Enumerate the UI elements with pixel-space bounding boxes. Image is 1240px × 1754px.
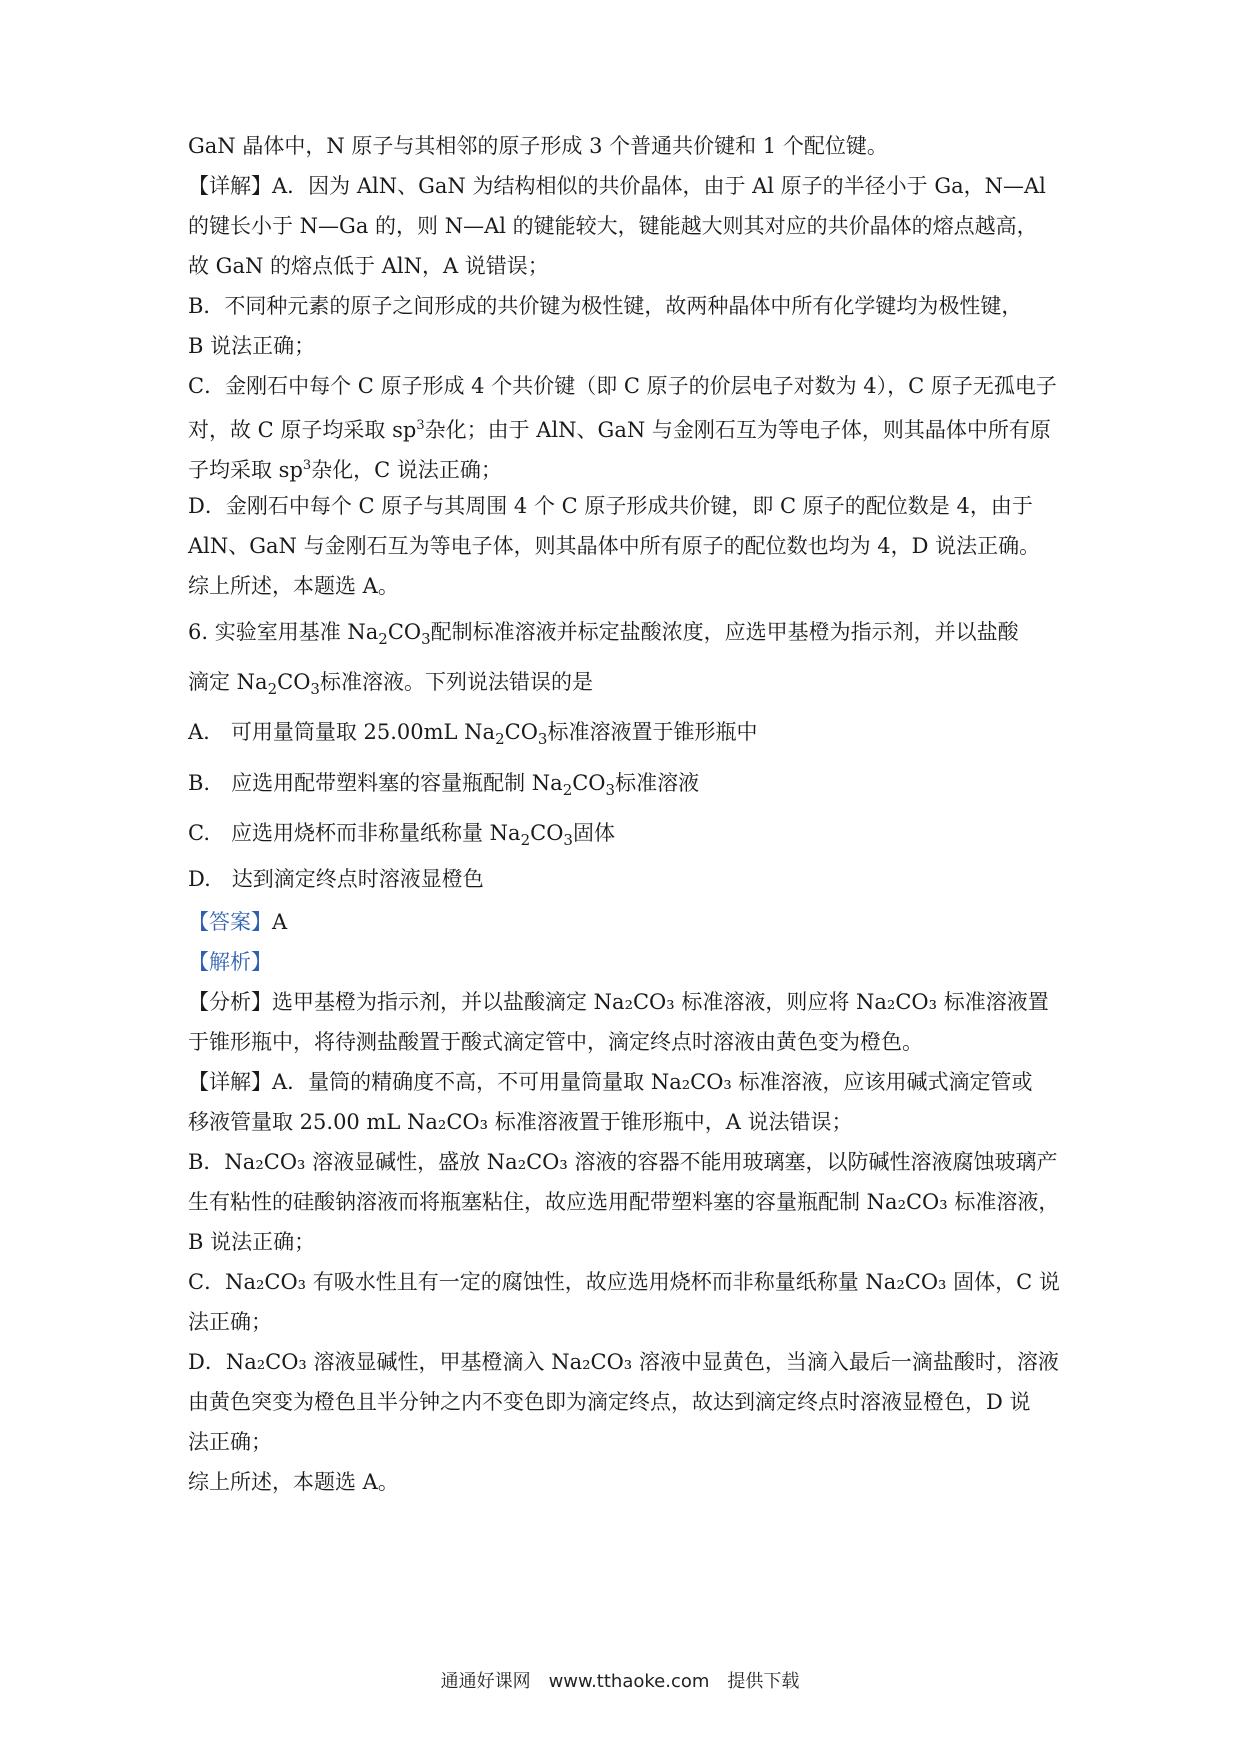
- text-line: B．不同种元素的原子之间形成的共价键为极性键，故两种晶体中所有化学键均为极性键，: [188, 294, 1023, 318]
- analysis-tag: 【解析】: [188, 950, 272, 974]
- text-line: 【详解】A．量筒的精确度不高，不可用量筒量取 Na₂CO₃ 标准溶液，应该用碱式滴定管或: [188, 1070, 1033, 1094]
- text-line: B 说法正确；: [188, 1230, 316, 1254]
- text-line: 【详解】A．因为 AlN、GaN 为结构相似的共价晶体，由于 Al 原子的半径小于 Ga，N—Al: [188, 174, 1046, 198]
- text-line: D．Na₂CO₃ 溶液显碱性，甲基橙滴入 Na₂CO₃ 溶液中显黄色，当滴入最后一滴盐酸时，溶液: [188, 1350, 1059, 1374]
- question-stem: 6. 实验室用基准 $Na_2CO_3$配制标准溶液并标定盐酸浓度，应选甲基橙为指示剂，并以盐酸: [188, 620, 1019, 648]
- text-line: 综上所述，本题选 A。: [188, 574, 399, 598]
- text-line: 对，故 C 原子均采取 $sp^3$杂化；由于 AlN、GaN 与金刚石互为等电子体，则其晶体中所有原: [188, 418, 1051, 442]
- text-line: 由黄色突变为橙色且半分钟之内不变色即为滴定终点，故达到滴定终点时溶液显橙色，D 说: [188, 1390, 1031, 1414]
- text-line: 法正确；: [188, 1430, 272, 1454]
- option-a: A. 可用量筒量取 25.00mL $Na_2CO_3$标准溶液置于锥形瓶中: [188, 720, 758, 748]
- answer-line: [188, 907, 1060, 937]
- text-line: 故 GaN 的熔点低于 AlN，A 说错误；: [188, 254, 549, 278]
- text-line: 综上所述，本题选 A。: [188, 1470, 399, 1494]
- text-line: C．Na₂CO₃ 有吸水性且有一定的腐蚀性，故应选用烧杯而非称量纸称量 Na₂CO₃ 固体，C 说: [188, 1270, 1060, 1294]
- answer-value: A: [272, 910, 288, 934]
- option-d: D. 达到滴定终点时溶液显橙色: [188, 867, 484, 891]
- text-line: B 说法正确；: [188, 334, 316, 358]
- text-line: 子均采取 $sp^3$杂化，C 说法正确；: [188, 458, 502, 482]
- text-line: AlN、GaN 与金刚石互为等电子体，则其晶体中所有原子的配位数也均为 4，D 说法正确。: [188, 534, 1041, 558]
- page-footer: 通通好课网 www.tthaoke.com 提供下载: [440, 1671, 800, 1692]
- question-stem: 滴定 $Na_2CO_3$标准溶液。下列说法错误的是: [188, 670, 593, 698]
- answer-tag: 【答案】: [188, 910, 272, 934]
- option-b: B. 应选用配带塑料塞的容量瓶配制 $Na_2CO_3$标准溶液: [188, 771, 700, 799]
- option-c: C. 应选用烧杯而非称量纸称量 $Na_2CO_3$固体: [188, 821, 615, 849]
- text-line: 【分析】选甲基橙为指示剂，并以盐酸滴定 Na₂CO₃ 标准溶液，则应将 Na₂CO₃ 标准溶液置: [188, 990, 1049, 1014]
- text-line: 生有粘性的硅酸钠溶液而将瓶塞粘住，故应选用配带塑料塞的容量瓶配制 Na₂CO₃ 标准溶液，: [188, 1190, 1060, 1214]
- text-line: D．金刚石中每个 C 原子与其周围 4 个 C 原子形成共价键，即 C 原子的配位数是 4，由于: [188, 494, 1033, 518]
- text-line: C．金刚石中每个 C 原子形成 4 个共价键（即 C 原子的价层电子对数为 4），C 原子无孤电子: [188, 374, 1057, 398]
- text-line: 法正确；: [188, 1310, 272, 1334]
- text-line: 移液管量取 25.00 mL Na₂CO₃ 标准溶液置于锥形瓶中，A 说法错误；: [188, 1110, 853, 1134]
- text-line: 于锥形瓶中，将待测盐酸置于酸式滴定管中，滴定终点时溶液由黄色变为橙色。: [188, 1030, 923, 1054]
- text-line: GaN 晶体中，N 原子与其相邻的原子形成 3 个普通共价键和 1 个配位键。: [188, 134, 888, 158]
- text-line: B．Na₂CO₃ 溶液显碱性，盛放 Na₂CO₃ 溶液的容器不能用玻璃塞，以防碱性溶液腐蚀玻璃产: [188, 1150, 1058, 1174]
- text-line: 的键长小于 N—Ga 的，则 N—Al 的键能较大，键能越大则其对应的共价晶体的熔点越高，: [188, 214, 1038, 238]
